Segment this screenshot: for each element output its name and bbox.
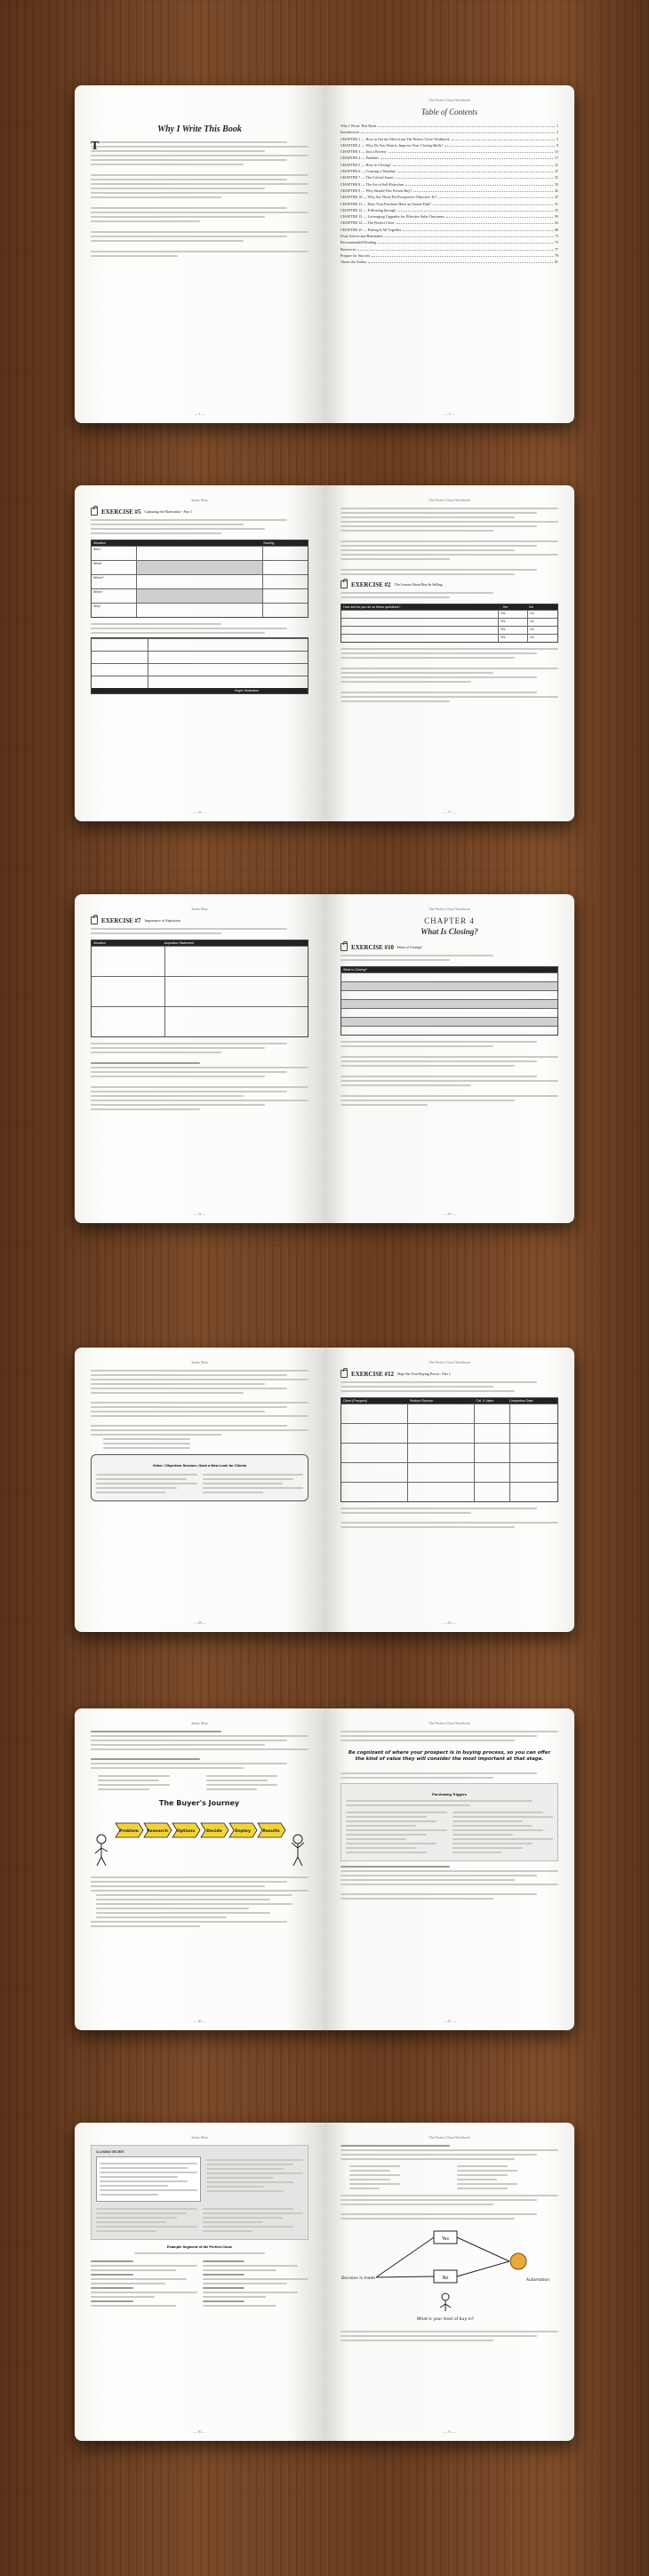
table-row [92,546,308,560]
journey-stage-label: Deploy [235,1829,251,1834]
toc-entry-page: 81 [554,260,558,265]
exercise-number: EXERCISE #12 [351,1370,395,1378]
leader-dots [397,223,553,224]
toc-entry[interactable] [341,156,558,160]
toc-entry-label: About the Author [341,260,367,265]
row-label: Where? [92,575,137,588]
pull-quote: Be cognizant of where your prospect is in buying process, so you can offer the kind of value they will consider the most important at that stage. [348,1750,551,1763]
toc-entry[interactable] [341,202,558,206]
pencil-icon [341,1370,348,1378]
page-number: — 28 — [193,1620,206,1625]
exercise-heading [341,580,558,588]
toc-entry-page: 27 [554,169,558,174]
closing-secret-label: CLOSING SECRET [96,2150,124,2154]
left-page [75,1348,324,1632]
book-spread-4 [75,1348,574,1632]
page-number: — 29 — [443,1620,456,1625]
leader-dots [378,243,553,244]
header-cell: No [529,605,533,609]
toc-entry-label: Why I Wrote This Book [341,124,377,128]
buying-power-table [341,1397,558,1502]
toc-entry[interactable] [341,253,558,258]
toc-entry-label: Prepare for Success [341,252,371,258]
book-spread-6 [75,2123,574,2441]
toc-entry-label: CHAPTER 14 — The Perfect Close [341,220,395,226]
diagram-right-label: Automation [525,2278,550,2283]
toc-entry[interactable] [341,143,558,148]
exercise-heading [91,916,308,924]
chapter-label: CHAPTER 4 [424,916,475,925]
diagram-yes-label: Yes [441,2236,450,2242]
situation-table [91,540,308,618]
toc-entry[interactable] [341,195,558,199]
book-spread-3 [75,894,574,1223]
toc-entry-label: CHAPTER 7 — The Critical Issues [341,175,394,180]
journey-stage-label: Research [147,1829,168,1834]
running-head: The Perfect Close Workbook [429,1360,470,1364]
header-cell: Situation [93,541,106,545]
right-page [324,485,574,821]
callout-box [91,1454,308,1501]
exercise-heading [341,943,558,951]
table-row [92,560,308,574]
running-head: The Perfect Close Workbook [429,498,470,502]
closing-secret-box [91,2145,308,2240]
header-cell: How well do you do on these questions? [343,605,401,609]
toc-entry[interactable] [341,163,558,167]
running-head: James Muir [191,1721,208,1725]
toc-entry[interactable] [341,124,558,128]
leader-dots [403,230,553,231]
table-row [92,603,308,617]
toc-entry-label: CHAPTER 8 — The Art of Self-Rejection [341,181,405,187]
toc-entry-label: CHAPTER 1 — How to Get the Most from The Perfect Close Workbook [341,136,450,141]
toc-entry-page: 69 [554,227,558,232]
running-head: James Muir [191,1360,208,1364]
right-page [324,894,574,1223]
journey-stage-label: Results [262,1829,280,1834]
toc-entry-label: CHAPTER 13 — Leveraging Upgrades for Effective Sales Outcomes [341,214,445,220]
leader-dots [393,165,553,166]
toc-entry-page: 59 [554,214,558,220]
page-number: — 1 — [194,412,205,416]
page-number: — 41 — [443,2019,456,2023]
left-page [75,485,324,821]
toc-entry[interactable] [341,188,558,193]
body-text [91,141,308,257]
exercise-subtitle: Capturing the Motivation - Part 1 [144,509,192,514]
row-label: Who? [92,547,137,560]
toc-entry-page: 63 [554,220,558,226]
header-cell: Yes [502,605,509,609]
row-label: When? [92,589,137,603]
exercise-subtitle: Ideas of Closing? [397,945,423,949]
leader-dots [446,217,553,218]
toc-entry[interactable] [341,240,558,244]
row-label: What? [92,561,137,574]
header-cell: Aspiration Statement [164,941,195,945]
toc-entry-page: 17 [554,156,558,161]
toc-entry-page: 5 [556,136,558,141]
yes-cell: Yes [499,619,529,626]
toc-entry[interactable] [341,220,558,225]
closing-table [341,966,558,1036]
right-page [324,2123,574,2441]
running-head: The Perfect Close Workbook [429,907,470,911]
toc-entry-page: 13 [554,149,558,155]
leader-dots [357,250,553,251]
page-number: — 16 — [193,810,206,814]
leader-dots [381,158,553,159]
leader-dots [389,152,553,153]
motivation-table [91,637,308,694]
diagram-bottom-label: What is your level of buy-in? [416,2317,475,2322]
table-footer [92,688,308,693]
book-spread-5 [75,1708,574,2030]
leader-dots [445,146,555,147]
leader-dots [433,204,553,205]
toc-entry-label: CHAPTER 12 — Following through [341,207,396,212]
toc-entry-label: Final Advice and Reminders [341,234,383,239]
toc-entry-page: 47 [554,195,558,200]
yes-cell: Yes [499,627,529,634]
leader-dots [397,211,553,212]
toc-entry-page: 51 [554,201,558,206]
toc-entry-label: Resources [341,246,357,252]
header-cell: Client (Prospect) [343,1399,367,1403]
right-page [324,1348,574,1632]
journey-stage-label: Problem [119,1829,139,1834]
header-cell: Ctrl. & Value [476,1399,494,1403]
toc-entry-page: 79 [554,252,558,258]
leader-dots [368,262,553,263]
toc-entry[interactable] [341,208,558,212]
page-title: Why I Write This Book [157,124,242,134]
toc-entry[interactable] [341,175,558,180]
book-spread-1 [75,85,574,423]
toc-entry[interactable] [341,130,558,134]
toc-entry-label: CHAPTER 11 — Does Your Purchase Have an Unmet Path? [341,201,431,206]
toc-entry-page: 9 [556,142,558,148]
toc-entry[interactable] [341,169,558,173]
pencil-icon [341,943,348,951]
triggers-box [341,1783,558,1861]
right-page [324,85,574,423]
page-number: — 23 — [443,1212,456,1216]
example-title: Example Segment of the Perfect Close [166,2244,233,2249]
page-number: — 2 — [444,412,455,416]
toc-entry-page: 3 [556,130,558,135]
no-cell: No [530,612,534,615]
header-cell: Scoring [263,541,275,545]
exercise-subtitle: Importance of Aspiration [144,918,180,923]
aspiration-table [91,940,308,1037]
toc-entry-label: CHAPTER 9 — Why Should This Person Buy? [341,188,413,193]
diagram-left-label: Decision is made [341,2276,376,2281]
header-cell: Product /Service [409,1399,434,1403]
diagram-title: The Buyer's Journey [158,1799,240,1807]
toc-entry-label: CHAPTER 2 — Why Do You Want to Improve Your Closing Skills? [341,142,444,148]
exercise-heading [341,1370,558,1378]
running-head: The Perfect Close Workbook [429,2135,470,2140]
page-number: — 17 — [443,810,456,814]
exercise-subtitle: The Lesson About Buy-In Selling [394,582,443,587]
toc-entry-label: Recommended Reading [341,240,377,245]
running-head: The Perfect Close Workbook [429,1721,470,1725]
left-page [75,1708,324,2030]
toc-entry-label: CHAPTER 4 — Problem [341,156,379,161]
toc-entry[interactable] [341,247,558,252]
left-page [75,894,324,1223]
toc-entry-label: CHAPTER 3 — Just a Review [341,149,387,155]
no-cell: No [530,628,534,631]
leader-dots [396,178,553,179]
toc-entry-page: 1 [556,124,558,128]
running-head: James Muir [191,2135,208,2140]
page-number: — 40 — [193,2019,206,2023]
exercise-number: EXERCISE #5 [101,508,141,516]
toc-entry-page: 35 [554,181,558,187]
leader-dots [378,126,555,127]
toc-entry[interactable] [341,228,558,232]
journey-stage-label: Decide [206,1829,222,1834]
exercise-heading [91,508,308,516]
footer-label: Buyer Motivation [235,689,260,692]
toc-entry[interactable] [341,149,558,154]
no-cell: No [530,636,534,639]
pencil-icon [91,508,98,516]
header-cell: Situation [93,941,106,945]
exercise-number: EXERCISE #2 [351,580,391,588]
book-spread-2 [75,485,574,821]
toc-entry-page: 73 [554,234,558,239]
leader-dots [385,236,553,237]
toc-entry-page: 75 [554,240,558,245]
toc-entry[interactable] [341,182,558,187]
page-number: — 51 — [443,2429,456,2434]
right-page [324,1708,574,2030]
left-page [75,2123,324,2441]
toc-entry-label: Introduction [341,130,359,135]
callout-title: Video / Objection Session: Gave a New Look for Clients [152,1463,247,1468]
leader-dots [405,185,553,186]
left-page [75,85,324,423]
diagram-no-label: No [442,2276,449,2281]
toc-entry[interactable] [341,214,558,219]
exercise-number: EXERCISE #7 [101,916,141,924]
toc-title: Table of Contents [421,108,478,116]
toc-entry-page: 77 [554,246,558,252]
toc-entry-page: 41 [554,188,558,193]
table-of-contents [341,124,558,264]
row-label: Why? [92,604,137,617]
header-cell: Completion Date [509,1399,533,1403]
header-cell: What is Closing? [343,968,367,972]
yes-cell: Yes [499,611,529,618]
journey-stage-label: Options [176,1829,196,1834]
exercise-number: EXERCISE #10 [351,943,395,951]
toc-entry[interactable] [341,137,558,141]
leader-dots [372,256,553,257]
no-cell: No [530,620,534,623]
toc-entry-label: CHAPTER 10 — Why Are These Pet Prospective Objective To? [341,195,437,200]
exercise-subtitle: Map Out Your Buying Power - Part 1 [397,1372,451,1376]
table-row [92,588,308,603]
table-row [92,574,308,588]
chapter-title: What Is Closing? [421,927,478,936]
toc-entry-page: 55 [554,207,558,212]
page-number: — 22 — [193,1212,206,1216]
running-head: The Perfect Close Workbook [429,98,470,102]
buy-in-diagram [341,2226,558,2324]
toc-entry-label: CHAPTER 6 — Creating a Timeline [341,169,396,174]
questions-table [341,604,558,643]
toc-entry[interactable] [341,234,558,238]
yes-cell: Yes [499,635,529,642]
pencil-icon [91,916,98,924]
leader-dots [438,197,553,198]
toc-entry[interactable] [341,260,558,264]
toc-entry-page: 31 [554,175,558,180]
box-title: Purchasing Triggers [432,1791,467,1796]
buyers-journey-diagram [91,1796,308,1869]
leader-dots [361,132,555,133]
page-number: — 50 — [193,2429,206,2434]
toc-entry-label: CHAPTER 5 — How to Closing? [341,162,391,167]
drop-cap: T [91,140,100,153]
running-head: James Muir [191,498,208,502]
toc-entry-page: 21 [554,162,558,167]
pencil-icon [341,580,348,588]
leader-dots [413,191,553,192]
toc-entry-label: CHAPTER 15 — Putting It All Together [341,227,402,232]
running-head: James Muir [191,907,208,911]
